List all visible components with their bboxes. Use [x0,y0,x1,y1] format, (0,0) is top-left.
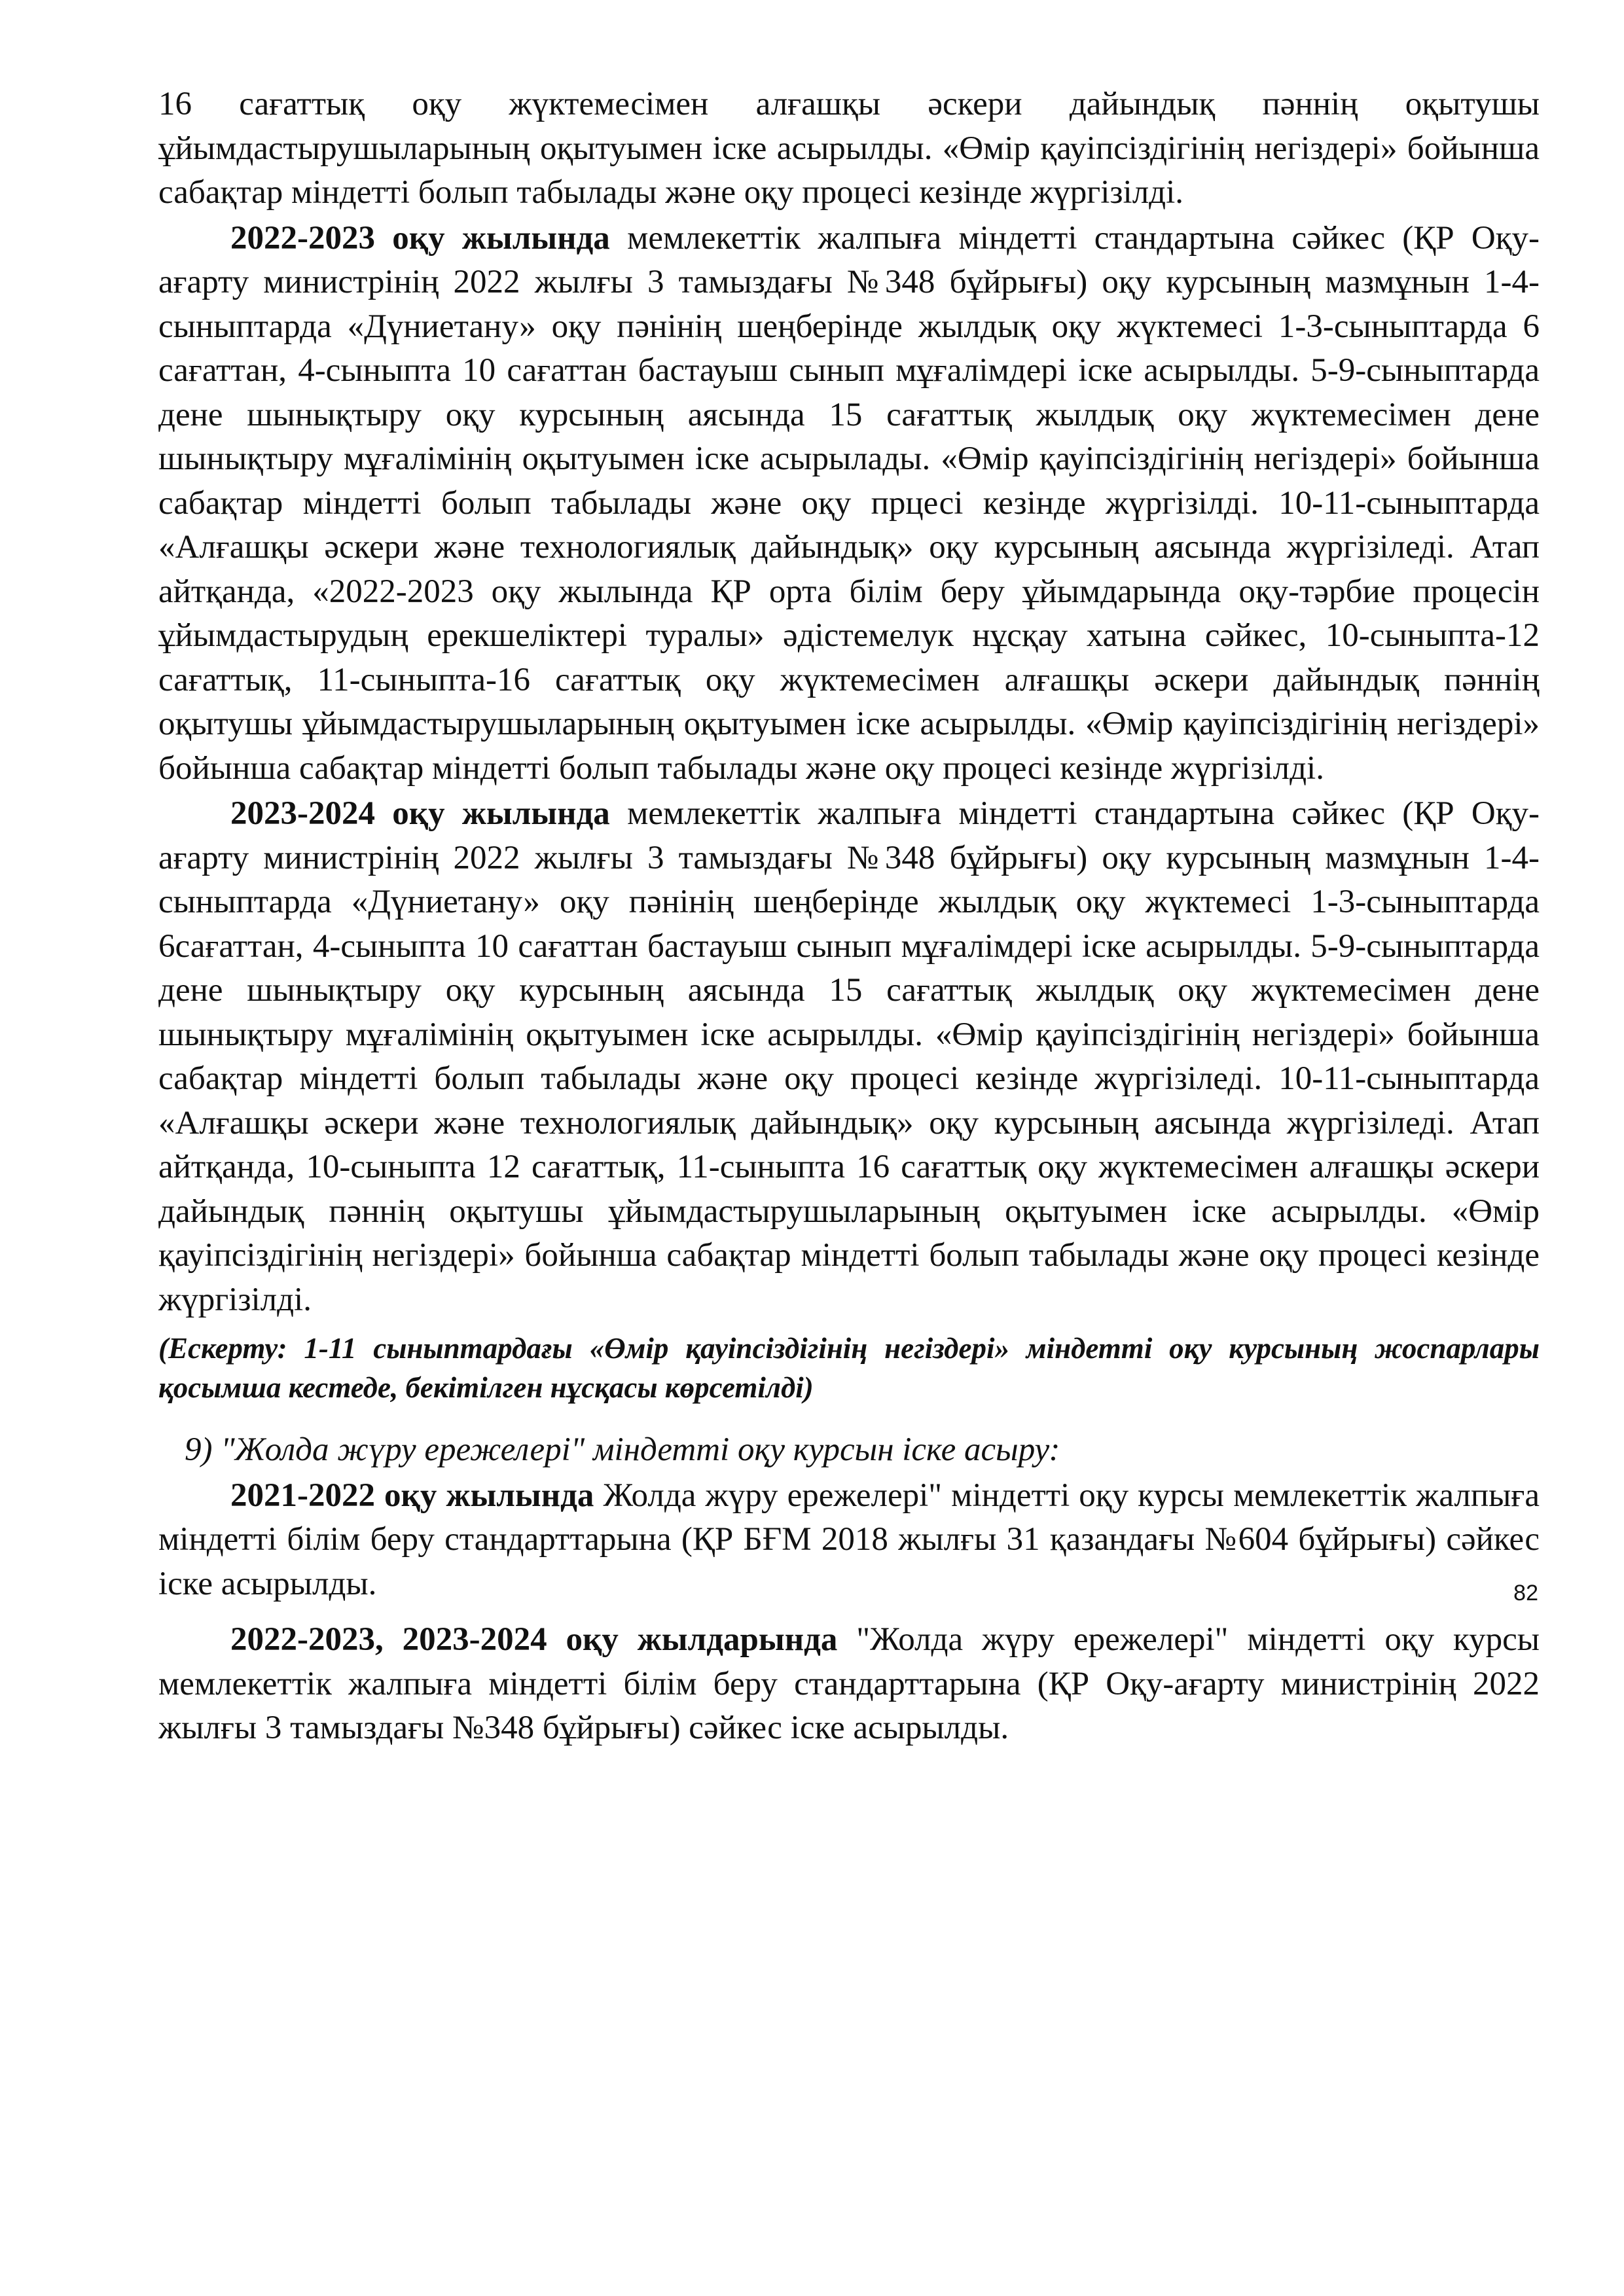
paragraph-text: мемлекеттік жалпыға міндетті стандартына сәйкес (ҚР Оқу-ағарту министрінің 2022 жылғы 3 тамыздағы №348 бұйрығы) оқу курсының мазмұнын 1-4-сыныптарда «Дүниетану» оқу пәнінің шеңберінде жылдық оқу жүктемесі 1-3-сыныптарда 6сағаттан, 4-сыныпта 10 сағаттан бастауыш сынып мұғалімдері іске асырылды. 5-9-сыныптарда дене шынықтыру оқу курсының аясында 15 сағаттық жылдық оқу жүктемесімен дене шынықтыру мұғалімінің оқытуымен іске асырылды. «Өмір қауіпсіздігінің негіздері» бойынша сабақтар міндетті болып табылады және оқу процесі кезінде жүргізіледі. 10-11-сыныптарда «Алғашқы әскери және технологиялық дайындық» оқу курсының аясында жүргізіледі. Атап айтқанда, 10-сыныпта 12 сағаттық, 11-сыныпта 16 сағаттық оқу жүктемесімен алғашқы әскери дайындық пәннің оқытушы ұйымдастырушыларының оқытуымен іске асырылды. «Өмір қауіпсіздігінің негіздері» бойынша сабақтар міндетті болып табылады және оқу процесі кезінде жүргізілді. [158,795,1540,1318]
paragraph-lead: 2021-2022 оқу жылында [230,1477,594,1514]
paragraph-text: "Жолда жүру ережелері" міндетті оқу курсы мемлекеттік жалпыға міндетті білім беру стандарттарына (ҚР Оқу-ағарту министрінің 2022 жылғы 3 тамыздағы №348 бұйрығы) сәйкес іске асырылды. [158,1621,1540,1746]
page-body [158,82,1540,1751]
paragraph-text: 16 сағаттық оқу жүктемесімен алғашқы әскери дайындық пәннің оқытушы ұйымдастырушыларының оқытуымен іске асырылды. «Өмір қауіпсіздігінің негіздері» бойынша сабақтар міндетті болып табылады және оқу процесі кезінде жүргізілді. [158,86,1540,211]
page-number: 82 [1513,1581,1538,1605]
paragraph-continuation [158,82,1540,215]
paragraph-text: Жолда жүру ережелері" міндетті оқу курсы мемлекеттік жалпыға міндетті білім беру стандарттарына (ҚР БҒМ 2018 жылғы 31 қазандағы №604 бұйрығы) сәйкес іске асырылды. [158,1477,1540,1602]
note-paragraph: (Ескерту: 1-11 сыныптардағы «Өмір қауіпсіздігінің негіздері» міндетті оқу курсының жоспарлары қосымша кестеде, бекітілген нұсқасы көрсетілді) [158,1332,1540,1404]
paragraph-2021-2022 [158,1474,1540,1607]
paragraph-2022-2023 [158,217,1540,791]
paragraph-lead: 2023-2024 оқу жылында [230,795,610,832]
paragraph-2022-2024 [158,1618,1540,1751]
paragraph-lead: 2022-2023 оқу жылында [230,219,610,257]
item-9-heading: 9) "Жолда жүру ережелері" міндетті оқу курсын іске асыру: [185,1431,1060,1468]
paragraph-2023-2024 [158,792,1540,1322]
paragraph-lead: 2022-2023, 2023-2024 оқу жылдарында [230,1621,838,1658]
paragraph-text: мемлекеттік жалпыға міндетті стандартына сәйкес (ҚР Оқу-ағарту министрінің 2022 жылғы 3 тамыздағы №348 бұйрығы) оқу курсының мазмұнын 1-4-сыныптарда «Дүниетану» оқу пәнінің шеңберінде жылдық оқу жүктемесі 1-3-сыныптарда 6 сағаттан, 4-сыныпта 10 сағаттан бастауыш сынып мұғалімдері іске асырылды. 5-9-сыныптарда дене шынықтыру оқу курсының аясында 15 сағаттық жылдық оқу жүктемесімен дене шынықтыру мұғалімінің оқытуымен іске асырылады. «Өмір қауіпсіздігінің негіздері» бойынша сабақтар міндетті болып табылады және оқу прцесі кезінде жүргізілді. 10-11-сыныптарда «Алғашқы әскери және технологиялық дайындық» оқу курсының аясында жүргізіледі. Атап айтқанда, «2022-2023 оқу жылында ҚР орта білім беру ұйымдарында оқу-тәрбие процесін ұйымдастырудың ерекшеліктері туралы» әдістемелук нұсқау хатына сәйкес, 10-сыныпта-12 сағаттық, 11-сыныпта-16 сағаттық оқу жүктемесімен алғашқы әскери дайындық пәннің оқытушы ұйымдастырушыларының оқытуымен іске асырылды. «Өмір қауіпсіздігінің негіздері» бойынша сабақтар міндетті болып табылады және оқу процесі кезінде жүргізілді. [158,219,1540,787]
